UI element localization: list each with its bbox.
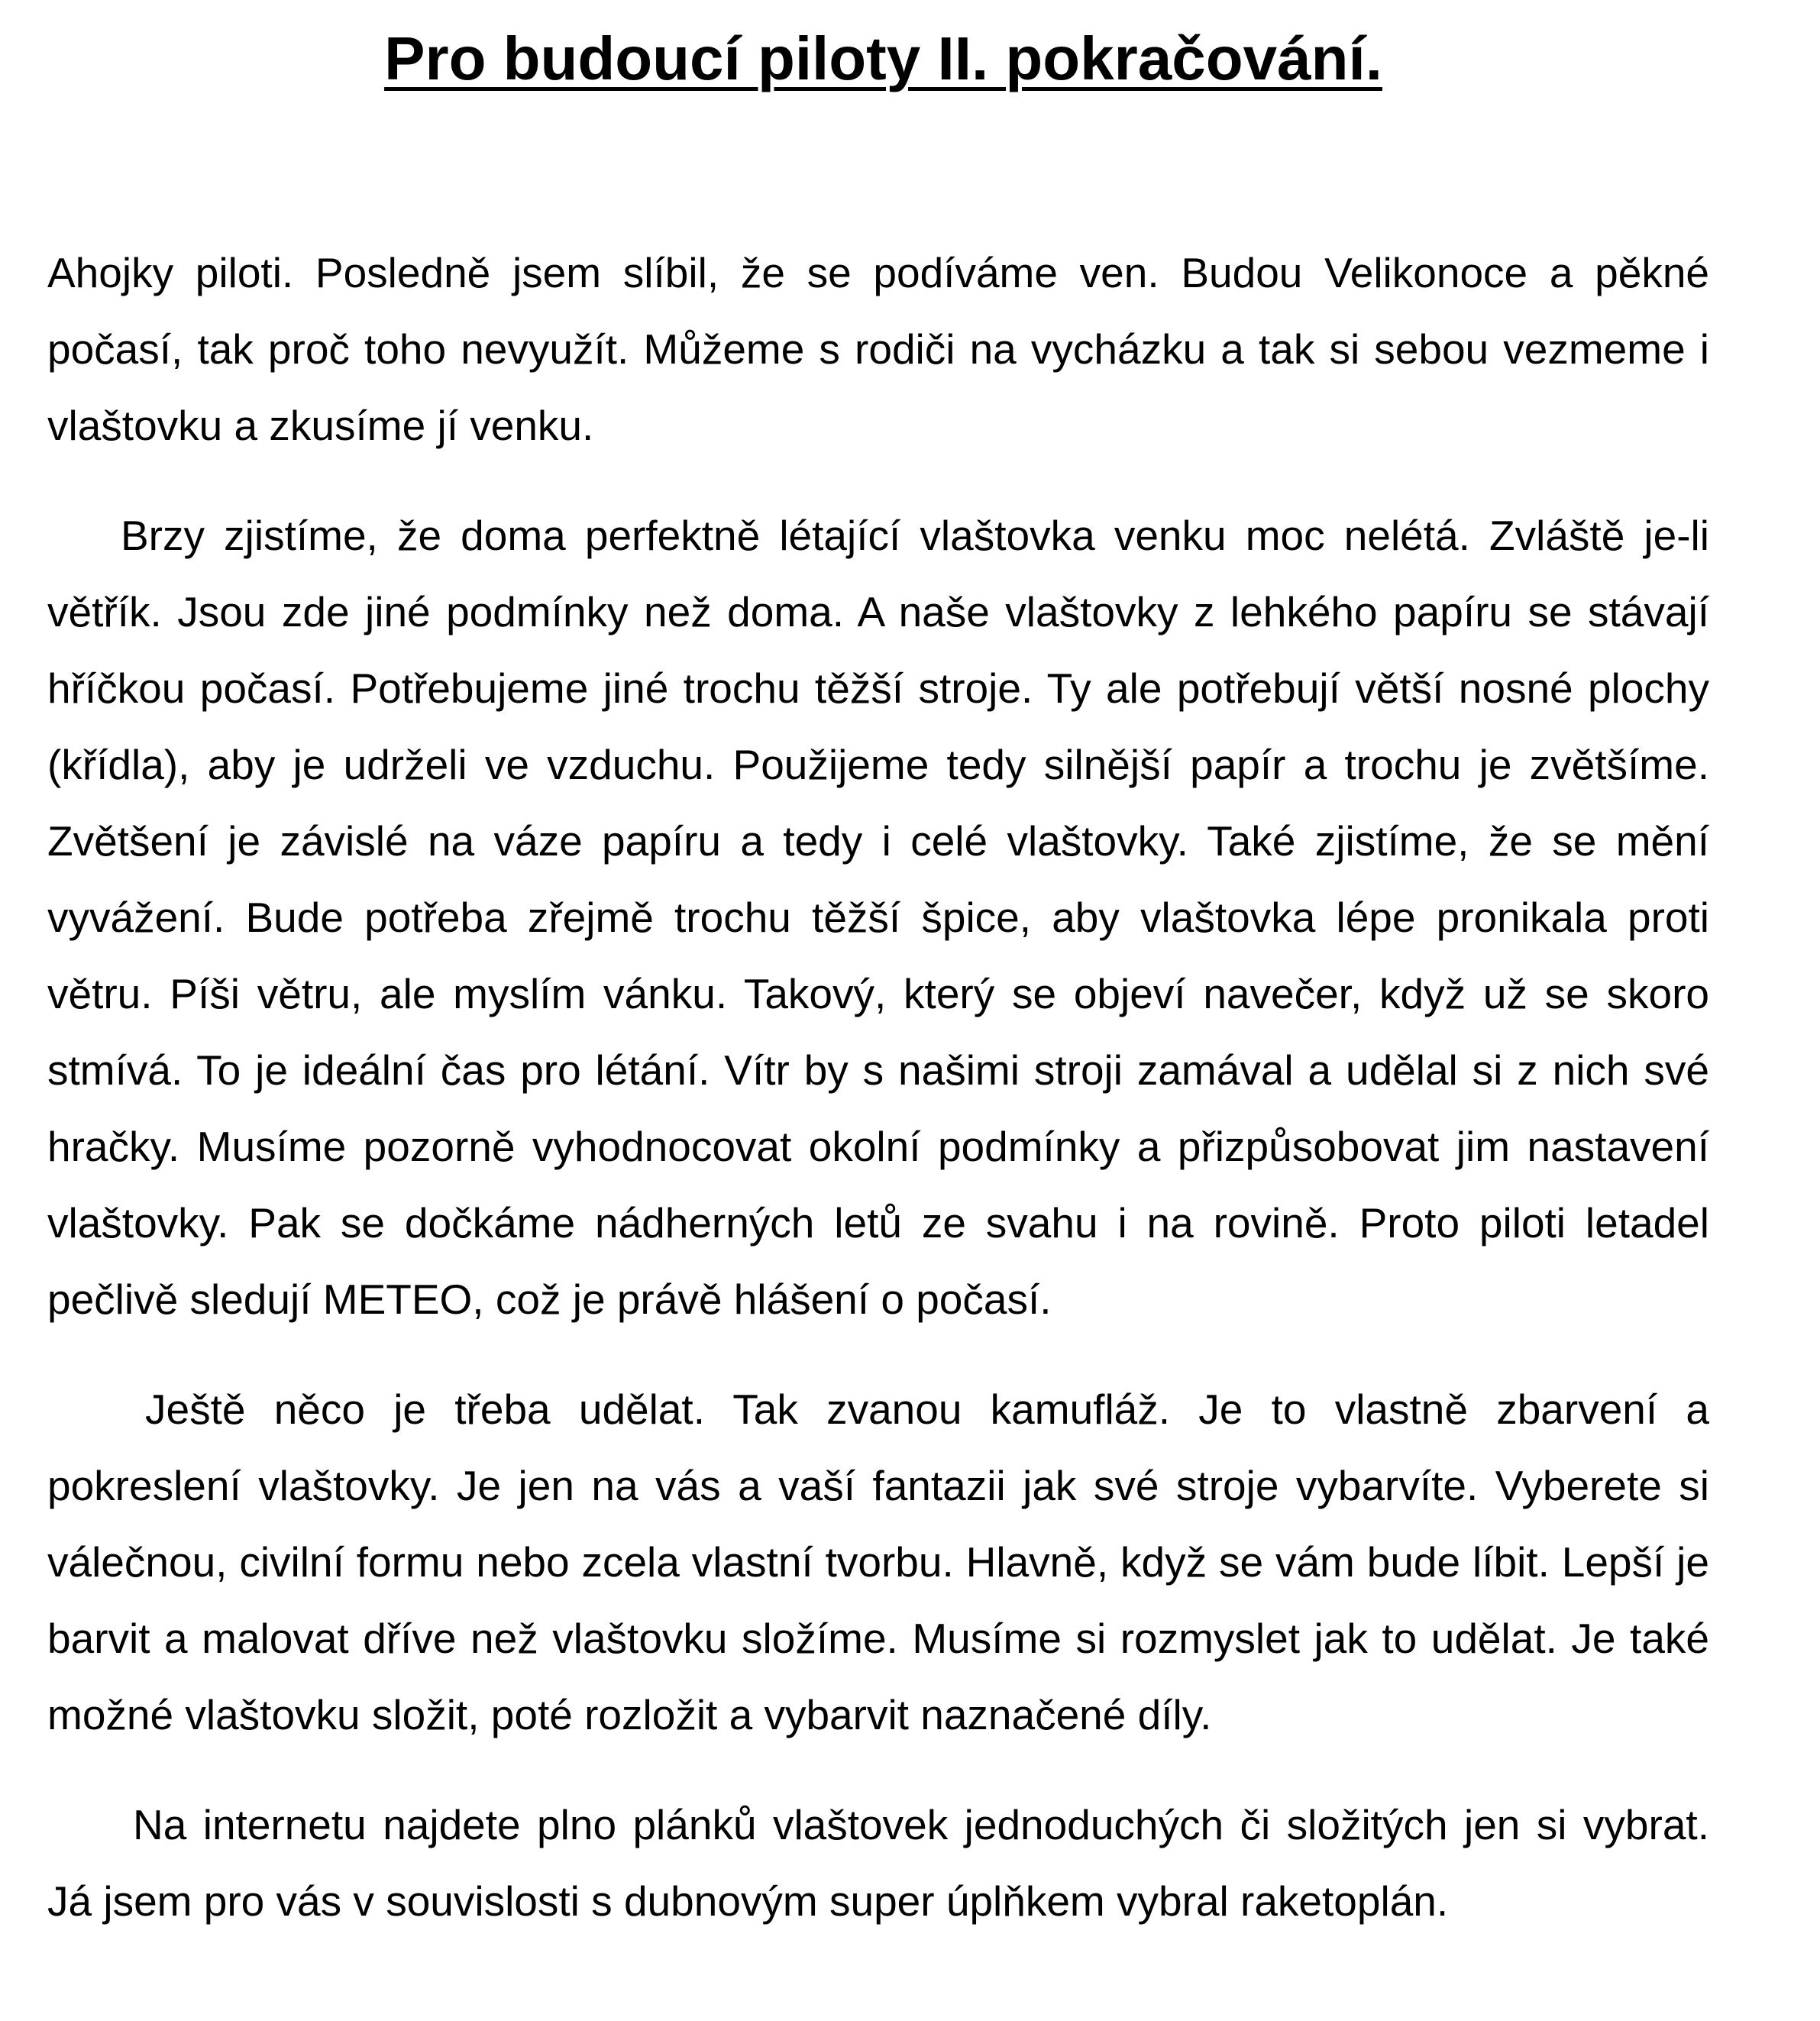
document-title-text: Pro budoucí piloty II. pokračování. (384, 24, 1382, 92)
paragraph-outdoor-conditions: Brzy zjistíme, že doma perfektně létající vlaštovka venku moc nelétá. Zvláště je-li větřík. Jsou zde jiné podmínky než doma. A naše vlaštovky z lehkého papíru se stávají hříčkou počasí. Potřebujeme jiné trochu těžší stroje. Ty ale potřebují větší nosné plochy (křídla), aby je udrželi ve vzduchu. Použijeme tedy silnější papír a trochu je zvětšíme. Zvětšení je závislé na váze papíru a tedy i celé vlaštovky. Také zjistíme, že se mění vyvážení. Bude potřeba zřejmě trochu těžší špice, aby vlaštovka lépe pronikala proti větru. Píši větru, ale myslím vánku. Takový, který se objeví navečer, když už se skoro stmívá. To je ideální čas pro létání. Vítr by s našimi stroji zamával a udělal si z nich své hračky. Musíme pozorně vyhodnocovat okolní podmínky a přizpůsobovat jim nastavení vlaštovky. Pak se dočkáme nádherných letů ze svahu i na rovině. Proto piloti letadel pečlivě sledují METEO, což je právě hlášení o počasí. (47, 512, 1709, 1323)
paragraph-internet-plans: Na internetu najdete plno plánků vlaštovek jednoduchých či složitých jen si vybrat. Já jsem pro vás v souvislosti s dubnovým super úplňkem vybral raketoplán. (47, 1801, 1709, 1925)
document-title (0, 17, 1767, 101)
document-body (47, 234, 1709, 1939)
paragraph-camouflage: Ještě něco je třeba udělat. Tak zvanou kamufláž. Je to vlastně zbarvení a pokreslení vlaštovky. Je jen na vás a vaší fantazii jak své stroje vybarvíte. Vyberete si válečnou, civilní formu nebo zcela vlastní tvorbu. Hlavně, když se vám bude líbit. Lepší je barvit a malovat dříve než vlaštovku složíme. Musíme si rozmyslet jak to udělat. Je také možné vlaštovku složit, poté rozložit a vybarvit naznačené díly. (47, 1386, 1709, 1738)
paragraph-intro: Ahojky piloti. Posledně jsem slíbil, že se podíváme ven. Budou Velikonoce a pěkné počasí, tak proč toho nevyužít. Můžeme s rodiči na vycházku a tak si sebou vezmeme i vlaštovku a zkusíme jí venku. (47, 249, 1709, 449)
